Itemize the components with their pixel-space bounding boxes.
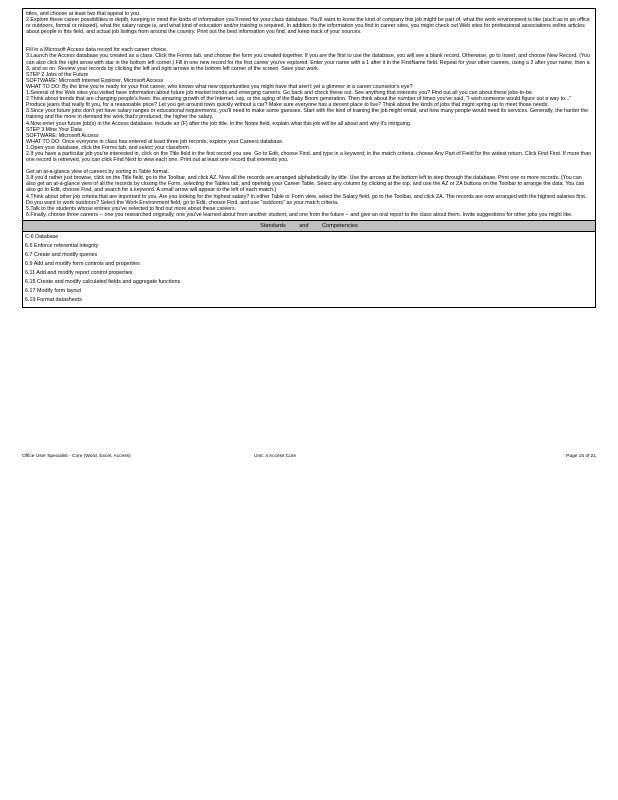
paragraph: 4.Think about other job criteria that are important to you. Are you looking for the highest salary? In either Table or Form view, select the Salary field, go to the Toolbar, and click ZA. The records are now arranged with the highest salaries first. Do you want to work outdoors? Select the Work Environment field, go to Edit, choose Find, and use "outdoors" as your match criteria.	[26, 193, 587, 206]
footer-page-number: Page 15 of 21	[566, 454, 596, 459]
paragraph: Get an at-a-glance view of careers by sorting in Table format.	[26, 169, 169, 176]
standards-list	[22, 232, 596, 308]
paragraph: 3.Launch the Access database you created as a class. Click the Forms tab, and choose the form you created together. If you are the first to use the database, you will see a blank record. Otherwise, go to Insert, and choose New Record. (You can also click the right arrow with star in the bottom left corner.) Fill in one new record for the first career you've explored. Enter your name with a 1 after it in the FirstName field. Repeat for your other careers, using a 2 after your name, then a 3, and so on. Review your records by clicking the left and right arrows in the bottom left corner of the screen. Save your work.	[26, 53, 590, 72]
paragraph: 1.Several of the Web sites you visited have information about future job market trends and emerging careers. Go back and check these out. See anything that interests you? Find out all you can about these jobs-to-be.	[26, 90, 534, 97]
paragraph-gap	[26, 35, 592, 47]
standards-heading-right: Competencies	[322, 222, 358, 229]
paragraph: titles, and choose at least two that appeal to you.	[26, 11, 141, 17]
step-heading: STEP 2 Jobs of the Future	[26, 71, 89, 78]
paragraph: 2.If you have a particular job you're interested in, click on the Title field in the first record you see. Go to Edit, choose Find, and type in a keyword; in the match criteria, choose Any Part of Field for the widest return. Click Find First. If more than one record is retrieved, you can click Find Next to view each one. Print out at least one record that interests you.	[26, 150, 592, 164]
lesson-content-box	[22, 8, 596, 221]
footer-unit: Unit: 4 Access Core	[254, 454, 297, 459]
paragraph: 3.Since your future jobs don't yet have salary ranges or educational requirements, you'll need to make some guesses. Start with the kind of training the job might entail, and how many people would need its services. Generally, the harder the training and the more in demand the work that's produced, the higher the salary.	[26, 108, 589, 121]
document-page	[22, 8, 596, 308]
paragraph: WHAT TO DO: By the time you're ready for your first career, who knows what new opportunities you might have that aren't yet a glimmer in a career counselor's eye?	[26, 83, 413, 90]
paragraph: 2.Explore these career possibilities in depth, keeping in mind the kinds of information you'll need for your class database. You'll want to know the kind of company this job might be part of, what the work environment is like (such as in an office or outdoors, formal or relaxed), what the salary range is, and what kind of education and/or training is required. In addition to the information you find in career sites, you might check out Web sites for professional associations online articles about people in this field, and actual job listings from around the country. Print out the best information you find, and keep track of your sources.	[26, 17, 590, 36]
standards-heading-mid: and	[299, 222, 309, 229]
paragraph: 6.Finally, choose three careers -- one you researched originally, one you've learned about from another student, and one from the future -- and give an oral report to the class about them. Invite suggestions for other jobs you might like.	[26, 211, 573, 218]
footer-course: Office User Specialist - Core (Word, Excel, Access)	[22, 454, 131, 459]
software-line: SOFTWARE: Microsoft Access	[26, 132, 99, 139]
standard-item: 6.19 Format datasheets	[25, 296, 82, 303]
standard-item: 6.11 Add and modify report control properties	[25, 269, 133, 276]
standard-item: C-6 Database	[25, 233, 59, 240]
paragraph: WHAT TO DO: Once everyone in class has entered at least three job records, explore your Careers database.	[26, 138, 284, 145]
paragraph: Fill in a Microsoft Access data record for each career choice.	[26, 47, 168, 54]
standard-item: 6.6 Enforce referential integrity	[25, 242, 99, 249]
paragraph: 2.Think about trends that are changing people's lives: the amazing growth of the Internet, say, or the aging of the Baby Boom generation. Then think about the number of times you've said, "I wish someone would figure out a way to..." Produce jeans that really fit you, for a reasonable price? Let you get around town quickly without a car? Make sure everyone has a decent place to live? Think about the kinds of jobs that might spring up to meet those needs.	[26, 96, 572, 109]
software-line: SOFTWARE: Microsoft Internet Explorer, Microsoft Access	[26, 77, 164, 84]
paragraph: 5.Talk to the students whose entries you've selected to find out more about these careers.	[26, 205, 237, 212]
standards-heading-bar	[22, 221, 596, 232]
step-heading: STEP 3 Mine Your Data	[26, 126, 82, 133]
paragraph: 1.Open your database, click the Forms tab, and select your classform.	[26, 144, 191, 151]
standard-item: 6.17 Modify form layout	[25, 287, 82, 294]
standard-item: 6.15 Create and modify calculated fields and aggregate functions	[25, 278, 181, 285]
standard-item: 6.7 Create and modify queries	[25, 251, 98, 258]
paragraph: 3.If you'd rather just browse, click on the Title field, go to the Toolbar, and click AZ. Now all the records are arranged alphabetically by title. Use the arrows at the bottom left to step through the database. Print one or more records. (You can also get an at-a-glance view of all the records by closing the Form, selecting the Tables tab, and opening your Career Table. Select any column by clicking at the top, and use the AZ or ZA buttons on the Toolbar to arrange the data. You can also go to Edit, choose Find, and search for a keyword. A small arrow will appear to the left of each match.)	[26, 175, 585, 194]
paragraph: 4.Now enter your future job(s) in the Access database. Include an (F) after the job title. In the Notes field, explain what this job will be all about and why it's intriguing.	[26, 120, 412, 127]
standard-item: 6.9 Add and modify form controls and properties	[25, 260, 140, 267]
standards-heading-left: Standards	[260, 222, 286, 229]
page-footer	[22, 454, 596, 459]
